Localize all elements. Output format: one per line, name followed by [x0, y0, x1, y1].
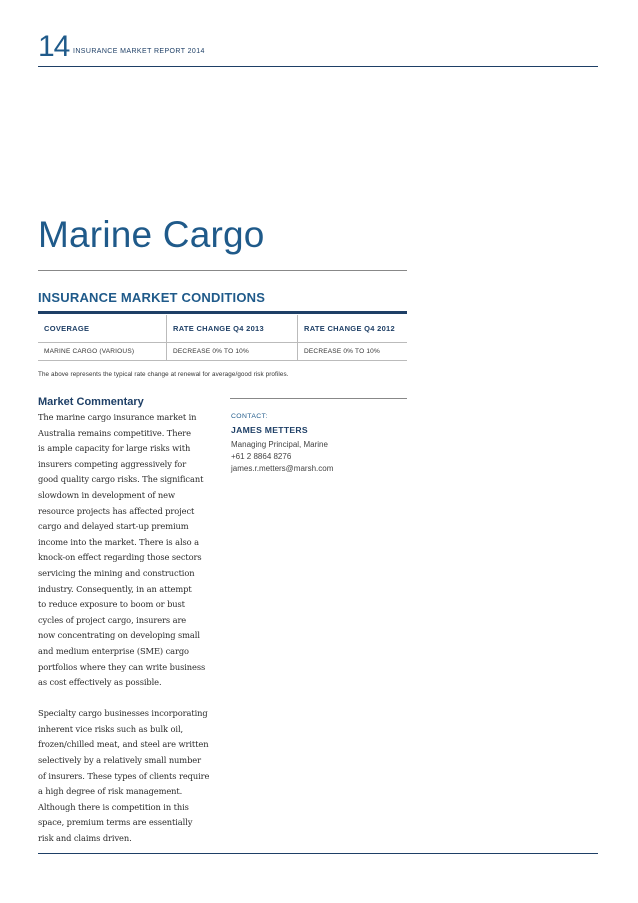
text-line: good quality cargo risks. The significant — [38, 474, 204, 485]
table-header-row — [38, 315, 407, 343]
text-line: servicing the mining and construction — [38, 567, 195, 578]
contact-label: CONTACT: — [231, 413, 268, 420]
contact-email: james.r.metters@marsh.com — [231, 464, 334, 473]
contact-name: JAMES METTERS — [231, 425, 308, 435]
text-line: and medium enterprise (SME) cargo — [38, 645, 189, 656]
text-line: space, premium terms are essentially — [38, 817, 193, 828]
column-header-rate-2013: RATE CHANGE Q4 2013 — [167, 315, 298, 343]
text-line: insurers competing aggressively for — [38, 458, 187, 469]
column-header-rate-2012: RATE CHANGE Q4 2012 — [298, 315, 408, 343]
text-line: now concentrating on developing small — [38, 630, 200, 641]
report-title: INSURANCE MARKET REPORT 2014 — [73, 48, 205, 55]
market-commentary-heading: Market Commentary — [38, 396, 144, 408]
cell-rate-2012: DECREASE 0% TO 10% — [298, 343, 408, 361]
footer-divider — [38, 853, 598, 854]
text-line: cargo and delayed start-up premium — [38, 521, 189, 532]
text-line: Specialty cargo businesses incorporating — [38, 708, 208, 719]
column-header-coverage: COVERAGE — [44, 324, 90, 333]
text-line: a high degree of risk management. — [38, 786, 183, 797]
page-title: Marine Cargo — [38, 214, 265, 255]
table-footnote: The above represents the typical rate change at renewal for average/good risk profiles. — [38, 371, 289, 378]
text-line: to reduce exposure to boom or bust — [38, 599, 185, 610]
text-line: inherent vice risks such as bulk oil, — [38, 723, 184, 734]
contact-role: Managing Principal, Marine — [231, 440, 328, 449]
commentary-body — [38, 410, 222, 862]
text-line: selectively by a relatively small number — [38, 755, 201, 766]
market-conditions-table — [38, 315, 407, 361]
text-line: slowdown in development of new — [38, 489, 175, 500]
table-top-divider — [38, 311, 407, 314]
contact-phone: +61 2 8864 8276 — [231, 452, 292, 461]
text-line: income into the market. There is also a — [38, 536, 199, 547]
text-line: risk and claims driven. — [38, 833, 132, 844]
table-row — [38, 343, 407, 361]
text-line: portfolios where they can write business — [38, 661, 206, 672]
market-conditions-heading: INSURANCE MARKET CONDITIONS — [38, 290, 266, 305]
text-line: frozen/chilled meat, and steel are written — [38, 739, 209, 750]
text-line: as cost effectively as possible. — [38, 677, 162, 688]
text-line: of insurers. These types of clients require — [38, 770, 210, 781]
commentary-paragraph-2 — [38, 706, 222, 846]
text-line: Australia remains competitive. There — [38, 427, 191, 438]
header-divider — [38, 66, 598, 67]
text-line: is ample capacity for large risks with — [38, 443, 191, 454]
title-divider — [38, 270, 407, 271]
text-line: The marine cargo insurance market in — [38, 412, 197, 422]
page-number: 14 — [38, 30, 70, 63]
cell-rate-2013: DECREASE 0% TO 10% — [167, 343, 298, 361]
cell-coverage: MARINE CARGO (VARIOUS) — [38, 343, 167, 361]
text-line: cycles of project cargo, insurers are — [38, 614, 187, 625]
text-line: Although there is competition in this — [38, 801, 189, 812]
commentary-paragraph-1 — [38, 410, 222, 691]
contact-divider — [230, 398, 407, 399]
text-line: knock-on effect regarding those sectors — [38, 552, 202, 563]
text-line: resource projects has affected project — [38, 505, 195, 516]
text-line: industry. Consequently, in an attempt — [38, 583, 192, 594]
